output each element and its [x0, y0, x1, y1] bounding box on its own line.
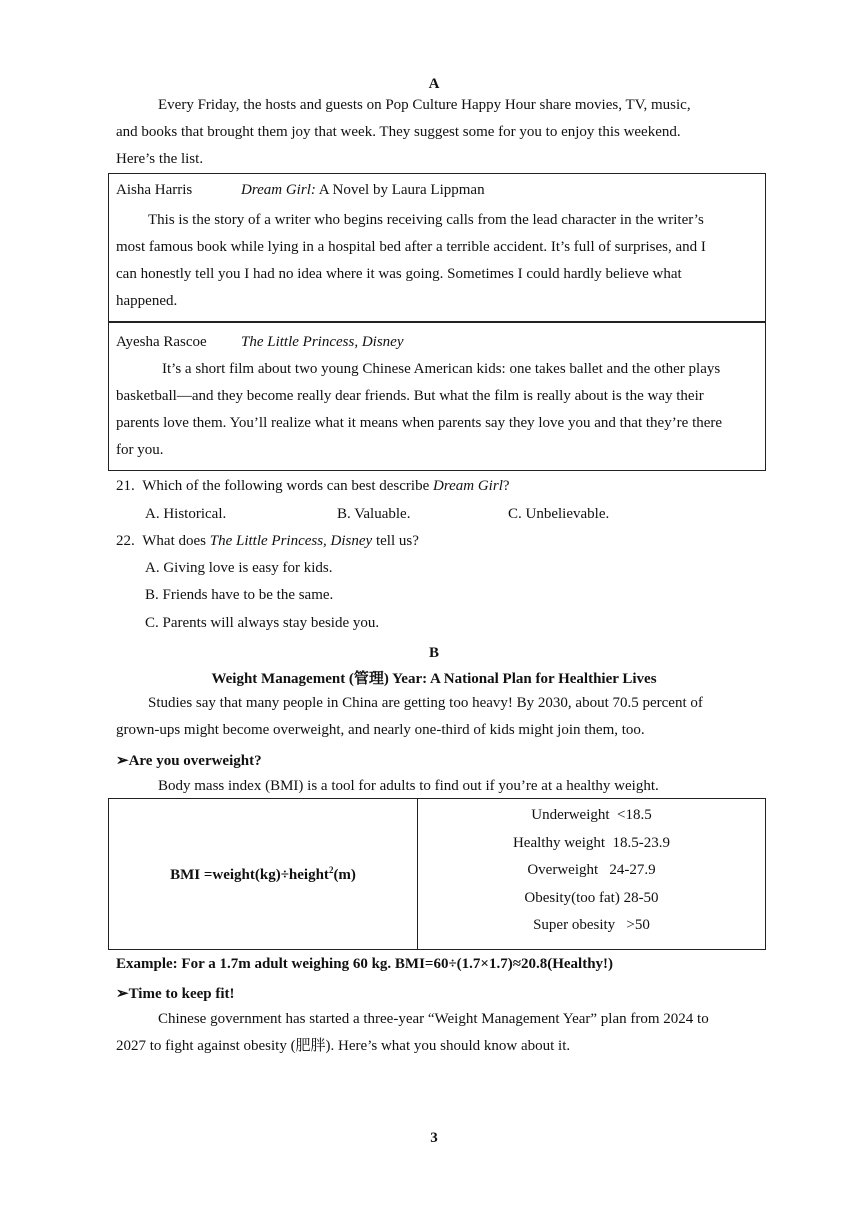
- p1-line-2: grown-ups might become overweight, and nearly one-third of kids might join them, too.: [116, 722, 645, 738]
- bmi-range-row: Underweight <18.5: [531, 807, 652, 823]
- work-title: The Little Princess, Disney: [241, 334, 404, 350]
- q21-option-c[interactable]: C. Unbelievable.: [508, 506, 610, 522]
- bmi-table: [108, 798, 766, 950]
- q22-option-b[interactable]: B. Friends have to be the same.: [145, 587, 334, 603]
- p2-line-1: Chinese government has started a three-year “Weight Management Year” plan from 2024 to: [158, 1011, 709, 1027]
- bmi-intro: Body mass index (BMI) is a tool for adults to find out if you’re at a healthy weight.: [158, 778, 659, 794]
- box1-line-1: This is the story of a writer who begins receiving calls from the lead character in the writer’s: [148, 212, 704, 228]
- box2-line-3: parents love them. You’ll realize what it means when parents say they love you and that they’re there: [116, 415, 723, 431]
- q21-option-b[interactable]: B. Valuable.: [337, 506, 411, 522]
- bmi-formula-cell: [109, 799, 418, 949]
- box2-line-2: basketball—and they become really dear friends. But what the film is really about is the way their: [116, 388, 704, 404]
- intro-line-3: Here’s the list.: [116, 151, 204, 167]
- box2-line-4: for you.: [116, 442, 164, 458]
- subheading-keep-fit: ➢Time to keep fit!: [116, 986, 235, 1002]
- bmi-formula: BMI =weight(kg)÷height$^2$(m): [170, 864, 356, 883]
- bmi-range-row: Super obesity >50: [533, 917, 650, 933]
- box1-line-3: can honestly tell you I had no idea where it was going. Sometimes I could hardly believe what: [116, 266, 682, 282]
- bmi-ranges-cell: [418, 799, 765, 949]
- box1-line-2: most famous book while lying in a hospital bed after a terrible accident. It’s full of surprises, and I: [116, 239, 706, 255]
- question-22: 22. What does The Little Princess, Disney tell us?: [116, 533, 419, 549]
- box1-line-4: happened.: [116, 293, 178, 309]
- reviewer-name: Ayesha Rascoe: [116, 334, 207, 350]
- section-a-letter: A: [428, 76, 440, 92]
- section-b-heading: Weight Management (管理) Year: A National Plan for Healthier Lives: [211, 671, 657, 687]
- box2-line-1: It’s a short film about two young Chinese American kids: one takes ballet and the other plays: [162, 361, 721, 377]
- bmi-range-row: Overweight 24-27.9: [527, 862, 656, 878]
- p2-line-2: 2027 to fight against obesity (肥胖). Here’s what you should know about it.: [116, 1038, 571, 1054]
- q22-option-a[interactable]: A. Giving love is easy for kids.: [145, 560, 333, 576]
- bmi-range-row: Obesity(too fat) 28-50: [524, 889, 659, 906]
- subheading-overweight: ➢Are you overweight?: [116, 753, 262, 769]
- p1-line-1: Studies say that many people in China are getting too heavy! By 2030, about 70.5 percent of: [148, 695, 703, 711]
- q21-option-a[interactable]: A. Historical.: [145, 506, 227, 522]
- section-b-letter: B: [428, 645, 439, 661]
- bmi-range-row: Healthy weight 18.5-23.9: [512, 834, 671, 851]
- work-title: Dream Girl: A Novel by Laura Lippman: [241, 182, 485, 198]
- bmi-example: Example: For a 1.7m adult weighing 60 kg. BMI=60÷(1.7×1.7)≈20.8(Healthy!): [116, 956, 614, 972]
- intro-line-1: Every Friday, the hosts and guests on Pop Culture Happy Hour share movies, TV, music,: [158, 97, 691, 113]
- intro-line-2: and books that brought them joy that week. They suggest some for you to enjoy this weekend.: [116, 124, 681, 140]
- question-21: 21. Which of the following words can best describe Dream Girl?: [116, 478, 510, 494]
- q22-option-c[interactable]: C. Parents will always stay beside you.: [145, 615, 380, 631]
- reviewer-name: Aisha Harris: [116, 182, 193, 198]
- page-number: 3: [430, 1130, 438, 1146]
